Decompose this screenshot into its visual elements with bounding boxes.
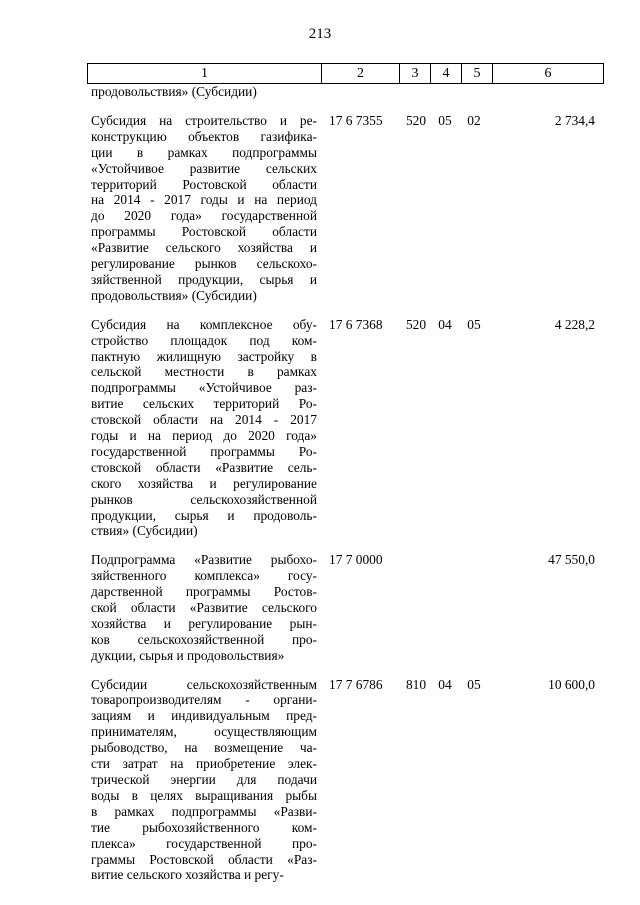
row-col-5: 05 bbox=[467, 316, 481, 332]
description-line: стовской области «Развитие сель- bbox=[91, 459, 317, 475]
description-line: ции в рамках подпрограммы bbox=[91, 144, 317, 160]
row-code: 17 7 6786 bbox=[329, 676, 383, 692]
row-description bbox=[91, 84, 317, 100]
description-line: подпрограммы «Устойчивое раз- bbox=[91, 380, 317, 396]
description-line: зяйственной продукции, сырья и bbox=[91, 271, 317, 287]
description-line: пактную жилищную застройку в bbox=[91, 348, 317, 364]
description-line: хозяйства и регулирование рын- bbox=[91, 615, 317, 631]
row-col-4: 05 bbox=[438, 112, 452, 128]
header-col-3: 3 bbox=[400, 64, 431, 84]
description-line: трической энергии для подачи bbox=[91, 772, 317, 788]
table-row bbox=[87, 552, 607, 667]
description-line: государственной программы Ро- bbox=[91, 443, 317, 459]
table-row bbox=[87, 317, 607, 544]
description-line: в рамках подпрограммы «Разви- bbox=[91, 803, 317, 819]
table-body bbox=[87, 84, 607, 887]
header-col-1: 1 bbox=[88, 64, 322, 84]
row-description bbox=[91, 113, 317, 304]
table-row bbox=[87, 677, 607, 888]
description-line: продовольствия» (Субсидии) bbox=[91, 84, 257, 99]
description-line: продукции, сырья и продоволь- bbox=[91, 507, 317, 523]
row-col-5: 02 bbox=[467, 112, 481, 128]
description-line: годы и на период до 2020 года» bbox=[91, 428, 317, 444]
row-amount: 4 228,2 bbox=[554, 316, 595, 332]
description-line: ского хозяйства и регулирование bbox=[91, 475, 317, 491]
description-line: «Развитие сельского хозяйства и bbox=[91, 240, 317, 256]
description-line: зяйственного комплекса» госу- bbox=[91, 568, 317, 584]
row-col-4: 04 bbox=[438, 676, 452, 692]
header-col-2: 2 bbox=[322, 64, 400, 84]
table-row bbox=[87, 84, 607, 104]
row-description bbox=[91, 317, 317, 540]
description-line: ской области «Развитие сельского bbox=[91, 600, 317, 615]
description-line: стройство площадок под ком- bbox=[91, 332, 317, 348]
table-row bbox=[87, 113, 607, 308]
row-col-3: 810 bbox=[405, 676, 427, 692]
row-col-4: 04 bbox=[438, 316, 452, 332]
row-code: 17 6 7355 bbox=[329, 112, 383, 128]
row-description bbox=[91, 552, 317, 663]
description-line: до 2020 года» государственной bbox=[91, 208, 317, 224]
description-line: товаропроизводителям - органи- bbox=[91, 692, 317, 708]
description-line: регулирование рынков сельскохо- bbox=[91, 256, 317, 272]
description-line: Подпрограмма «Развитие рыбохо- bbox=[91, 552, 317, 568]
description-line: программы Ростовской области bbox=[91, 224, 317, 240]
row-amount: 10 600,0 bbox=[548, 676, 595, 692]
row-code: 17 7 0000 bbox=[329, 552, 383, 568]
description-line: дарственной программы Ростов- bbox=[91, 584, 317, 600]
description-line: продовольствия» (Субсидии) bbox=[91, 287, 257, 303]
description-line: территорий Ростовской области bbox=[91, 176, 317, 192]
description-line: «Устойчивое развитие сельских bbox=[91, 160, 317, 176]
description-line: витие сельских территорий Ро- bbox=[91, 396, 317, 412]
header-col-4: 4 bbox=[431, 64, 462, 84]
description-line: плекса» государственной про- bbox=[91, 835, 317, 851]
page-number: 213 bbox=[308, 26, 332, 42]
description-line: рынков сельскохозяйственной bbox=[91, 491, 317, 507]
table-header bbox=[87, 63, 604, 84]
row-col-3: 520 bbox=[405, 112, 427, 128]
description-line: граммы Ростовской области «Раз- bbox=[91, 851, 317, 867]
description-line: тие рыбохозяйственного ком- bbox=[91, 819, 317, 835]
description-line: витие сельского хозяйства и регу- bbox=[91, 867, 284, 883]
header-col-5: 5 bbox=[462, 64, 493, 84]
row-description bbox=[91, 677, 317, 884]
description-line: рыбоводство, на возмещение ча- bbox=[91, 740, 317, 756]
row-code: 17 6 7368 bbox=[329, 316, 383, 332]
description-line: принимателям, осуществляющим bbox=[91, 724, 317, 740]
description-line: Субсидия на комплексное обу- bbox=[91, 316, 317, 332]
description-line: ков сельскохозяйственной про- bbox=[91, 631, 317, 647]
row-amount: 47 550,0 bbox=[548, 552, 595, 568]
description-line: воды в целях выращивания рыбы bbox=[91, 787, 317, 803]
description-line: конструкцию объектов газифика- bbox=[91, 128, 317, 144]
description-line: зациям и индивидуальным пред- bbox=[91, 708, 317, 724]
description-line: ствия» (Субсидии) bbox=[91, 523, 198, 539]
row-col-3: 520 bbox=[405, 316, 427, 332]
description-line: сти затрат на приобретение элек- bbox=[91, 756, 317, 772]
description-line: Субсидии сельскохозяйственным bbox=[91, 676, 317, 692]
description-line: Субсидия на строительство и ре- bbox=[91, 112, 317, 128]
description-line: сельской местности в рамках bbox=[91, 364, 317, 380]
description-line: на 2014 - 2017 годы и на период bbox=[91, 192, 317, 208]
row-col-5: 05 bbox=[467, 676, 481, 692]
description-line: стовской области на 2014 - 2017 bbox=[91, 412, 317, 428]
row-amount: 2 734,4 bbox=[554, 112, 595, 128]
header-col-6: 6 bbox=[493, 64, 604, 84]
description-line: дукции, сырья и продовольствия» bbox=[91, 647, 285, 663]
